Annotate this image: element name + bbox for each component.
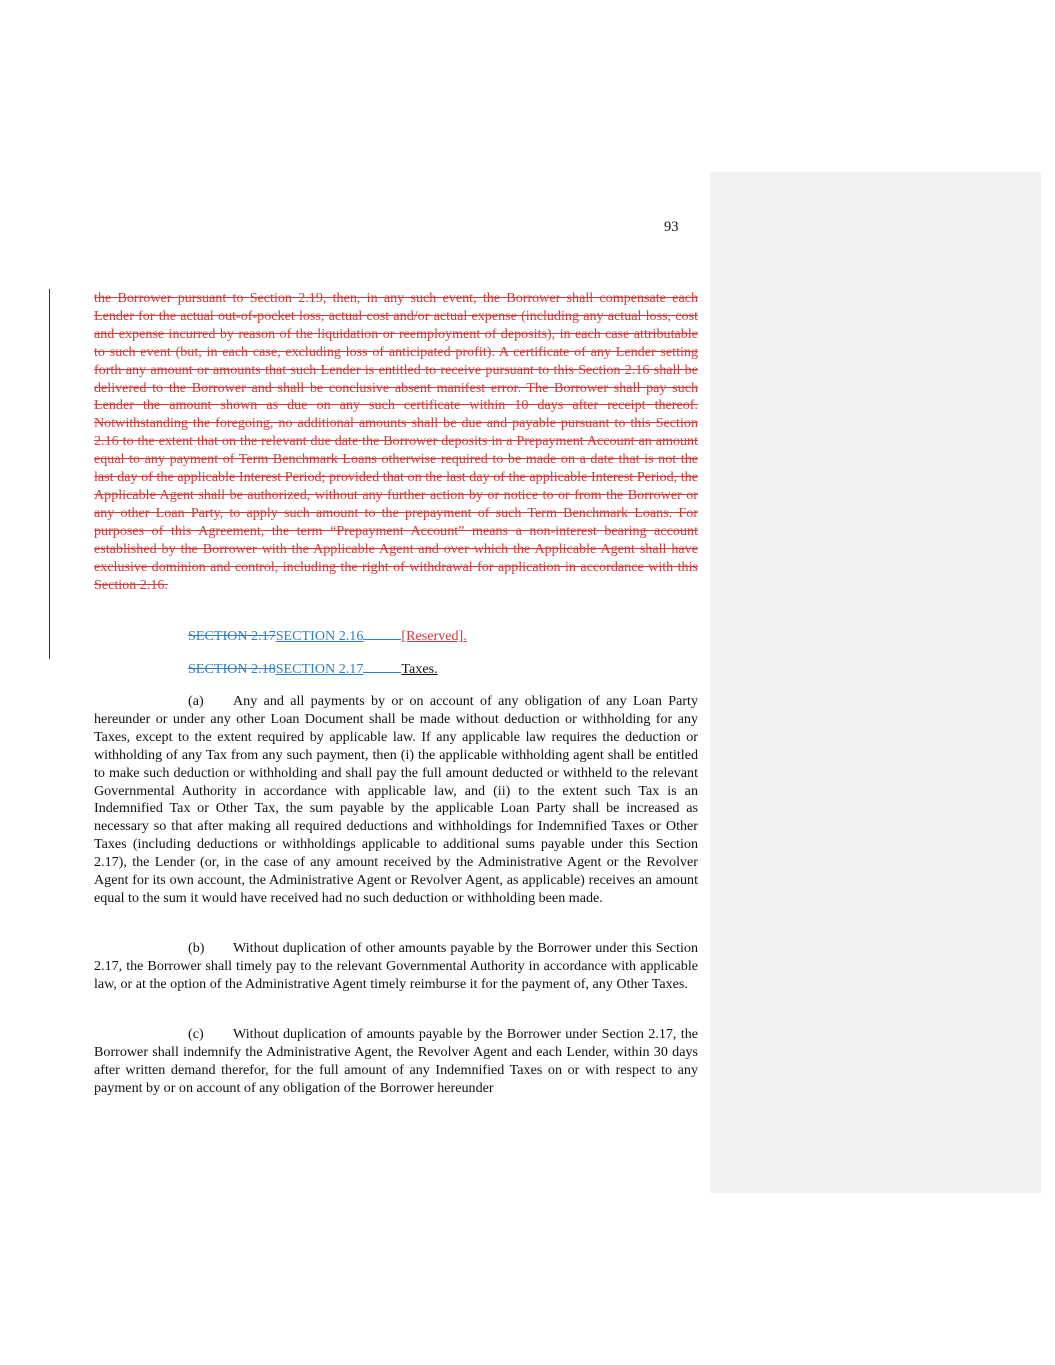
paragraph-marker: (a) — [188, 693, 204, 709]
old-section-number: SECTION 2.17 — [188, 628, 276, 644]
section-heading-reserved — [188, 626, 467, 645]
paragraph-b — [94, 940, 698, 994]
section-title: Taxes. — [401, 661, 438, 677]
section-heading-taxes — [188, 659, 438, 678]
page-number: 93 — [664, 219, 679, 235]
old-section-number: SECTION 2.18 — [188, 661, 276, 677]
heading-tab — [363, 626, 401, 640]
paragraph-marker: (c) — [188, 1026, 204, 1042]
deleted-paragraph: the Borrower pursuant to Section 2.19, then, in any such event, the Borrower shall compensate each Lender for the actual out-of-pocket loss, actual cost and/or actual expense (including any actual loss, cost and expense incurred by reason of the liquidation or reemployment of deposits), in each case attributable to such event (but, in each case, excluding loss of anticipated profit). A certificate of any Lender setting forth any amount or amounts that such Lender is entitled to receive pursuant to this Section 2.16 shall be delivered to the Borrower and shall be conclusive absent manifest error. The Borrower shall pay such Lender the amount shown as due on any such certificate within 10 days after receipt thereof. Notwithstanding the foregoing, no additional amounts shall be due and payable pursuant to this Section 2.16 to the extent that on the relevant due date the Borrower deposits in a Prepayment Account an amount equal to any payment of Term Benchmark Loans otherwise required to be made on a date that is not the last day of the applicable Interest Period; provided that on the last day of the applicable Interest Period, the Applicable Agent shall be authorized, without any further action by or notice to or from the Borrower or any other Loan Party, to apply such amount to the prepayment of such Term Benchmark Loans. For purposes of this Agreement, the term “Prepayment Account” means a non-interest bearing account established by the Borrower with the Applicable Agent and over which the Applicable Agent shall have exclusive dominion and control, including the right of withdrawal for application in accordance with this Section 2.16. — [94, 290, 698, 593]
paragraph-text: Without duplication of amounts payable by the Borrower under Section 2.17, the Borrower shall indemnify the Administrative Agent, the Revolver Agent and each Lender, within 30 days after written demand therefor, for the full amount of any Indemnified Taxes on or with respect to any payment by or on account of any obligation of the Borrower hereunder — [94, 1026, 698, 1096]
paragraph-c — [94, 1026, 698, 1098]
paragraph-text: Any and all payments by or on account of any obligation of any Loan Party hereunder or under any other Loan Document shall be made without deduction or withholding for any Taxes, except to the extent required by applicable law. If any applicable law requires the deduction or withholding of any Tax from any such payment, then (i) the applicable withholding agent shall be entitled to make such deduction or withholding and shall pay the full amount deducted or withheld to the relevant Governmental Authority in accordance with applicable law, and (ii) to the extent such Tax is an Indemnified Tax or Other Tax, the sum payable by the applicable Loan Party shall be increased as necessary so that after making all required deductions and withholdings for Indemnified Taxes or Other Taxes (including deductions or withholdings applicable to additional sums payable under this Section 2.17), the Lender (or, in the case of any amount received by the Administrative Agent or the Revolver Agent for its own account, the Administrative Agent or Revolver Agent, as applicable) receives an amount equal to the sum it would have received had no such deduction or withholding been made. — [94, 693, 698, 906]
new-section-number: SECTION 2.16 — [275, 628, 364, 644]
section-title: [Reserved]. — [401, 628, 467, 644]
paragraph-text: Without duplication of other amounts payable by the Borrower under this Section 2.17, the Borrower shall timely pay to the relevant Governmental Authority in accordance with applicable law, or at the option of the Administrative Agent timely reimburse it for the payment of, any Other Taxes. — [94, 940, 698, 992]
new-section-number: SECTION 2.17 — [275, 661, 364, 677]
paragraph-a — [94, 693, 698, 908]
paragraph-marker: (b) — [188, 940, 205, 956]
heading-tab — [363, 659, 401, 673]
change-bar — [49, 289, 50, 659]
comment-pane — [710, 172, 1041, 1193]
